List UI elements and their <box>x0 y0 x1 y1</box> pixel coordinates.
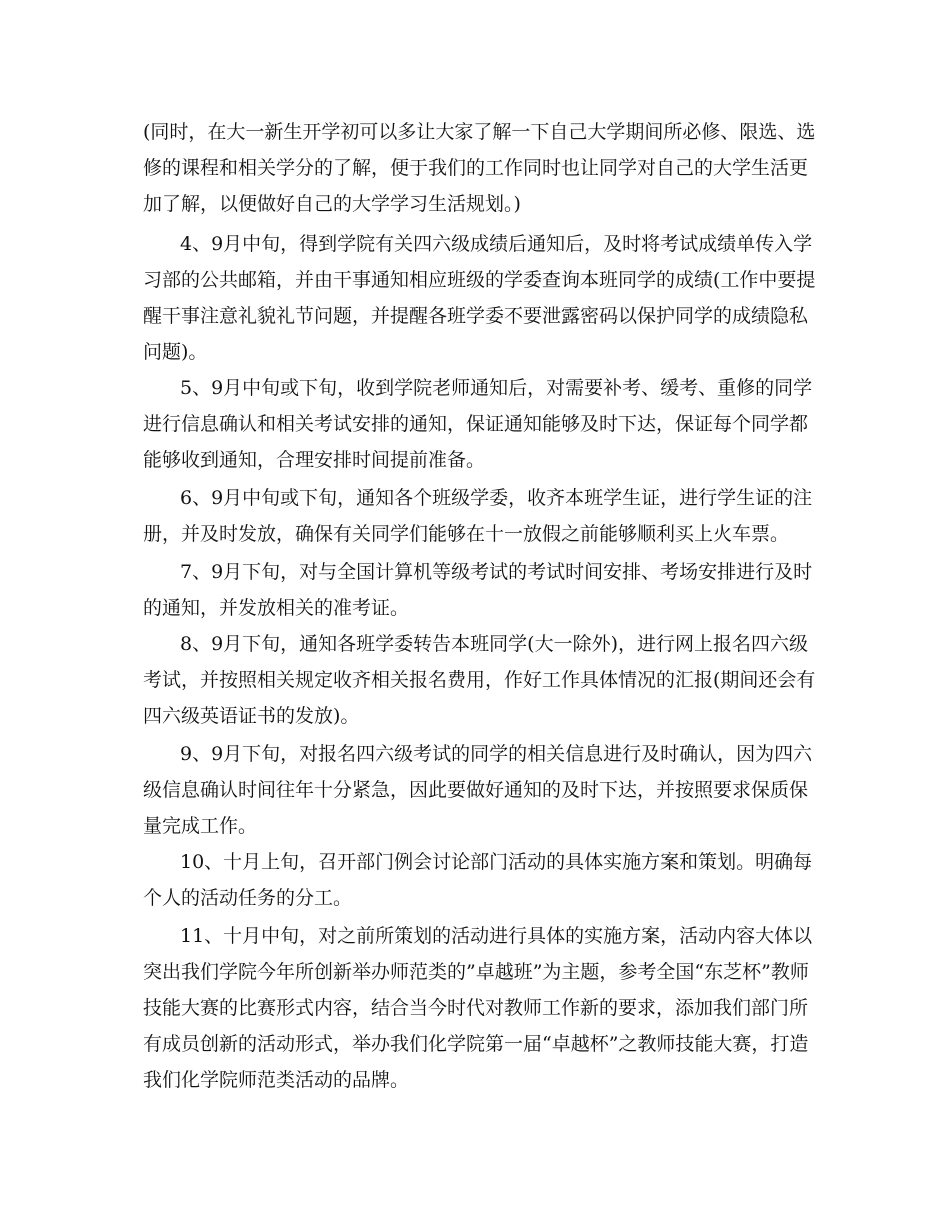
text-line: 突出我们学院今年所创新举办师范类的”卓越班”为主题，参考全国“东芝杯”教师 <box>143 961 809 983</box>
text-line: 考试，并按照相关规定收齐相关报名费用，作好工作具体情况的汇报(期间还会有 <box>143 669 816 691</box>
text-line: 问题)。 <box>143 341 208 363</box>
text-line: 册，并及时发放，确保有关同学们能够在十一放假之前能够顺利买上火车票。 <box>143 523 790 545</box>
text-line: 习部的公共邮箱，并由干事通知相应班级的学委查询本班同学的成绩(工作中要提 <box>143 269 816 291</box>
text-line: 个人的活动任务的分工。 <box>143 887 353 909</box>
text-line: 修的课程和相关学分的了解，便于我们的工作同时也让同学对自己的大学生活更 <box>143 157 809 179</box>
text-line: (同时，在大一新生开学初可以多让大家了解一下自己大学期间所必修、限选、选 <box>143 121 816 143</box>
text-line: 有成员创新的活动形式，举办我们化学院第一届“卓越杯”之教师技能大赛，打造 <box>143 1033 809 1055</box>
text-line: 11、十月中旬，对之前所策划的活动进行具体的实施方案，活动内容大体以 <box>180 925 813 947</box>
text-line: 进行信息确认和相关考试安排的通知，保证通知能够及时下达，保证每个同学都 <box>143 413 809 435</box>
text-line: 量完成工作。 <box>143 815 258 837</box>
text-line: 10、十月上旬，召开部门例会讨论部门活动的具体实施方案和策划。明确每 <box>180 851 813 873</box>
text-line: 7、9月下旬，对与全国计算机等级考试的考试时间安排、考场安排进行及时 <box>180 561 813 583</box>
text-line: 加了解，以便做好自己的大学学习生活规划。) <box>143 193 521 215</box>
text-line: 我们化学院师范类活动的品牌。 <box>143 1069 410 1091</box>
text-line: 技能大赛的比赛形式内容，结合当今时代对教师工作新的要求，添加我们部门所 <box>143 997 809 1019</box>
text-line: 5、9月中旬或下旬，收到学院老师通知后，对需要补考、缓考、重修的同学 <box>180 377 813 399</box>
text-line: 醒干事注意礼貌礼节问题，并提醒各班学委不要泄露密码以保护同学的成绩隐私 <box>143 305 809 327</box>
text-line: 级信息确认时间往年十分紧急，因此要做好通知的及时下达，并按照要求保质保 <box>143 779 809 801</box>
text-line: 四六级英语证书的发放)。 <box>143 705 360 727</box>
text-line: 的通知，并发放相关的准考证。 <box>143 597 410 619</box>
text-line: 4、9月中旬，得到学院有关四六级成绩后通知后，及时将考试成绩单传入学 <box>180 233 813 255</box>
text-line: 8、9月下旬，通知各班学委转告本班同学(大一除外)，进行网上报名四六级 <box>180 633 809 655</box>
text-line: 9、9月下旬，对报名四六级考试的同学的相关信息进行及时确认，因为四六 <box>180 743 813 765</box>
text-line: 6、9月中旬或下旬，通知各个班级学委，收齐本班学生证，进行学生证的注 <box>180 487 813 509</box>
text-line: 能够收到通知，合理安排时间提前准备。 <box>143 449 486 471</box>
